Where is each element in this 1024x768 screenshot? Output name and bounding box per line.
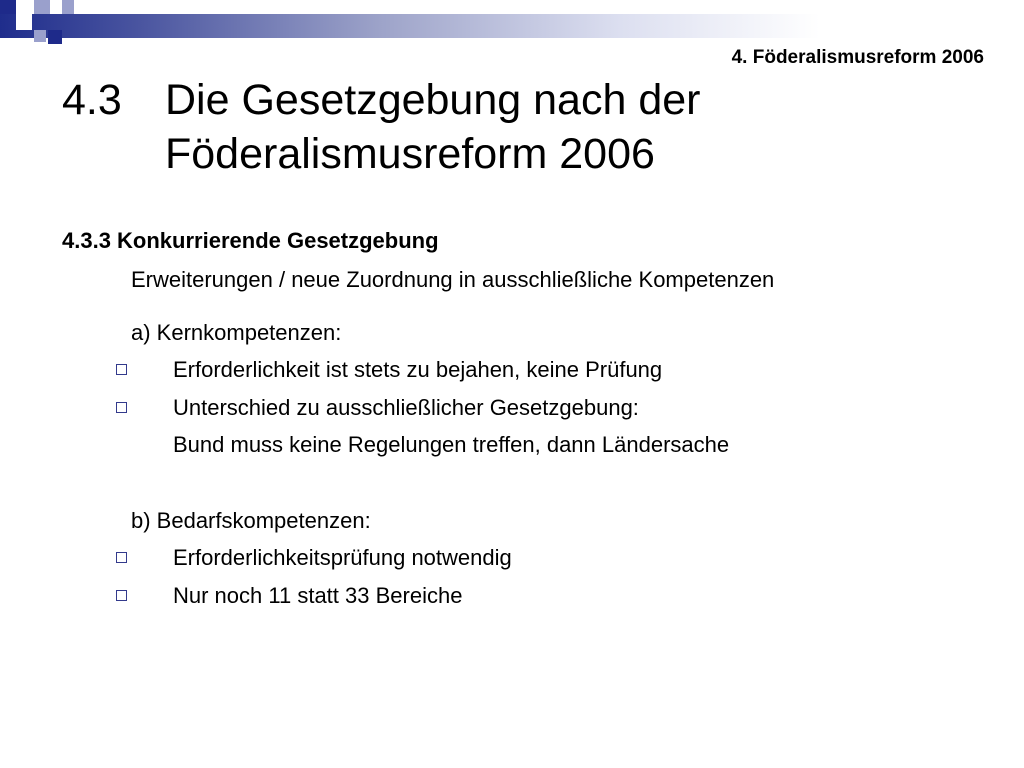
- list-item: Erforderlichkeit ist stets zu bejahen, keine Prüfung: [173, 357, 663, 382]
- list-item: Nur noch 11 statt 33 Bereiche: [173, 583, 463, 608]
- hollow-square-icon: [116, 552, 127, 563]
- title-number: 4.3: [62, 76, 122, 124]
- intro-line: Erweiterungen / neue Zuordnung in ausschließliche Kompetenzen: [131, 267, 775, 292]
- decor-square-lavender: [34, 0, 50, 14]
- hollow-square-icon: [116, 402, 127, 413]
- hollow-square-icon: [116, 364, 127, 375]
- list-item: Unterschied zu ausschließlicher Gesetzgebung:: [173, 395, 639, 420]
- list-item: Erforderlichkeitsprüfung notwendig: [173, 545, 512, 570]
- list-item-continuation: Bund muss keine Regelungen treffen, dann Ländersache: [173, 432, 730, 457]
- header-gradient-band: [0, 14, 1024, 38]
- slide-title-line: Die Gesetzgebung nach der: [165, 76, 701, 124]
- slide-title: [165, 73, 925, 181]
- group-b-heading: b) Bedarfskompetenzen:: [131, 508, 371, 533]
- group-a-heading: a) Kernkompetenzen:: [131, 320, 342, 345]
- section-tag: 4. Föderalismusreform 2006: [731, 47, 984, 68]
- decor-square-navy: [48, 30, 62, 44]
- decor-square-lavender: [34, 30, 46, 42]
- subheading: 4.3.3 Konkurrierende Gesetzgebung: [62, 228, 439, 253]
- hollow-square-icon: [116, 590, 127, 601]
- decor-square-lavender: [62, 0, 74, 14]
- decor-square-white: [16, 14, 32, 30]
- slide-title-line: Föderalismusreform 2006: [165, 130, 655, 178]
- decor-square-navy: [0, 0, 16, 14]
